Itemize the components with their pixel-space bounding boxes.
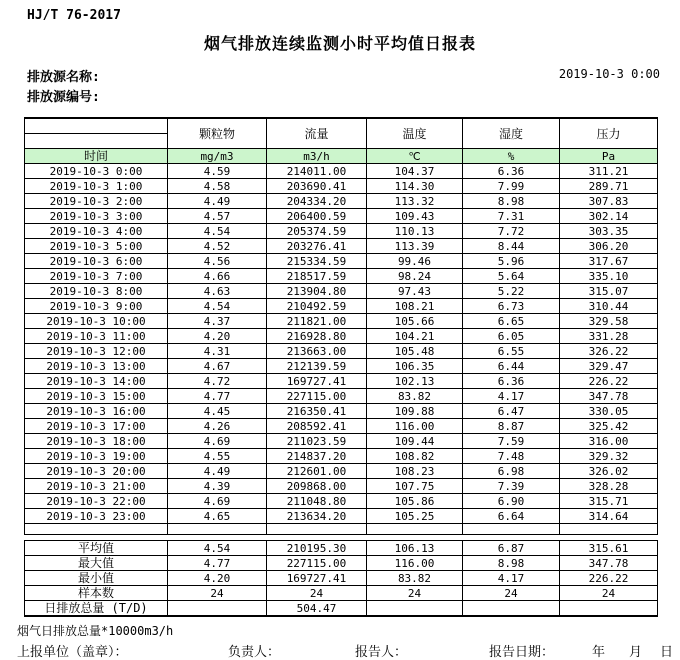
value-cell: 218517.59	[267, 269, 367, 284]
time-cell: 2019-10-3 13:00	[25, 359, 168, 374]
time-cell: 2019-10-3 6:00	[25, 254, 168, 269]
summary-table	[24, 540, 658, 617]
summary-row	[25, 541, 658, 556]
table-row	[25, 389, 658, 404]
value-cell: 8.98	[463, 556, 560, 571]
value-cell: 4.45	[168, 404, 267, 419]
value-cell: 4.26	[168, 419, 267, 434]
report-table-area	[24, 117, 658, 617]
value-cell: 4.67	[168, 359, 267, 374]
value-cell: 98.24	[367, 269, 463, 284]
value-cell: 6.44	[463, 359, 560, 374]
table-row	[25, 419, 658, 434]
table-row	[25, 194, 658, 209]
value-cell: 83.82	[367, 571, 463, 586]
value-cell: 306.20	[560, 239, 658, 254]
value-cell: 208592.41	[267, 419, 367, 434]
value-cell: 307.83	[560, 194, 658, 209]
value-cell: 4.37	[168, 314, 267, 329]
value-cell: 504.47	[267, 601, 367, 617]
value-cell: 329.58	[560, 314, 658, 329]
value-cell: 6.47	[463, 404, 560, 419]
time-cell: 2019-10-3 7:00	[25, 269, 168, 284]
value-cell: 6.90	[463, 494, 560, 509]
table-row	[25, 344, 658, 359]
unit-humidity: %	[463, 149, 560, 164]
value-cell: 310.44	[560, 299, 658, 314]
value-cell: 4.69	[168, 494, 267, 509]
month-label: 月	[629, 645, 643, 660]
value-cell: 6.65	[463, 314, 560, 329]
value-cell: 169727.41	[267, 374, 367, 389]
table-row	[25, 449, 658, 464]
value-cell: 24	[267, 586, 367, 601]
time-header-top-cell	[25, 118, 168, 134]
value-cell: 329.32	[560, 449, 658, 464]
signature-line	[0, 641, 680, 659]
value-cell: 211023.59	[267, 434, 367, 449]
empty-row	[25, 524, 658, 535]
value-cell: 7.59	[463, 434, 560, 449]
value-cell: 210492.59	[267, 299, 367, 314]
value-cell: 105.25	[367, 509, 463, 524]
time-header-bottom-cell	[25, 134, 168, 149]
summary-label-cell: 日排放总量 (T/D)	[25, 601, 168, 617]
reporter-label: 报告人：	[355, 645, 408, 660]
summary-label-cell: 最大值	[25, 556, 168, 571]
value-cell: 214837.20	[267, 449, 367, 464]
value-cell: 7.39	[463, 479, 560, 494]
time-cell: 2019-10-3 11:00	[25, 329, 168, 344]
value-cell: 24	[168, 586, 267, 601]
value-cell: 5.22	[463, 284, 560, 299]
unit-pm: mg/m3	[168, 149, 267, 164]
value-cell: 330.05	[560, 404, 658, 419]
summary-label-cell: 平均值	[25, 541, 168, 556]
value-cell	[463, 524, 560, 535]
value-cell: 6.73	[463, 299, 560, 314]
unit-flow: m3/h	[267, 149, 367, 164]
table-row	[25, 179, 658, 194]
source-id-label: 排放源编号:	[27, 90, 100, 105]
value-cell	[267, 524, 367, 535]
value-cell: 4.31	[168, 344, 267, 359]
table-row	[25, 494, 658, 509]
value-cell: 108.82	[367, 449, 463, 464]
value-cell: 4.56	[168, 254, 267, 269]
value-cell: 114.30	[367, 179, 463, 194]
unit-pressure: Pa	[560, 149, 658, 164]
value-cell: 213663.00	[267, 344, 367, 359]
table-row	[25, 164, 658, 179]
summary-row	[25, 601, 658, 617]
time-cell: 2019-10-3 23:00	[25, 509, 168, 524]
time-cell: 2019-10-3 3:00	[25, 209, 168, 224]
value-cell: 97.43	[367, 284, 463, 299]
page-title: 烟气排放连续监测小时平均值日报表	[203, 34, 476, 53]
value-cell: 106.35	[367, 359, 463, 374]
col-header-humidity: 湿度	[463, 118, 560, 149]
value-cell: 105.86	[367, 494, 463, 509]
value-cell: 5.64	[463, 269, 560, 284]
time-cell: 2019-10-3 17:00	[25, 419, 168, 434]
report-unit-label: 上报单位（盖章）：	[17, 645, 128, 660]
time-cell: 2019-10-3 22:00	[25, 494, 168, 509]
col-header-pressure: 压力	[560, 118, 658, 149]
report-table	[24, 117, 658, 535]
value-cell: 209868.00	[267, 479, 367, 494]
report-datetime: 2019-10-3 0:00	[558, 67, 660, 81]
value-cell: 106.13	[367, 541, 463, 556]
summary-row	[25, 571, 658, 586]
value-cell: 6.55	[463, 344, 560, 359]
source-name-label: 排放源名称:	[27, 70, 100, 85]
value-cell: 105.48	[367, 344, 463, 359]
table-row	[25, 509, 658, 524]
value-cell: 328.28	[560, 479, 658, 494]
value-cell	[367, 524, 463, 535]
table-row	[25, 239, 658, 254]
responsible-label: 负责人：	[228, 645, 281, 660]
summary-label-cell: 样本数	[25, 586, 168, 601]
year-label: 年	[592, 645, 606, 660]
time-header-label: 时间	[25, 149, 168, 164]
value-cell: 347.78	[560, 556, 658, 571]
value-cell: 335.10	[560, 269, 658, 284]
summary-row	[25, 556, 658, 571]
value-cell: 315.07	[560, 284, 658, 299]
value-cell: 4.77	[168, 556, 267, 571]
value-cell: 4.39	[168, 479, 267, 494]
value-cell: 7.31	[463, 209, 560, 224]
value-cell: 4.52	[168, 239, 267, 254]
value-cell: 347.78	[560, 389, 658, 404]
table-row	[25, 224, 658, 239]
value-cell: 4.20	[168, 329, 267, 344]
data-rows	[25, 164, 658, 535]
time-cell: 2019-10-3 8:00	[25, 284, 168, 299]
pollutant-header-row	[25, 118, 658, 134]
value-cell: 203276.41	[267, 239, 367, 254]
value-cell: 302.14	[560, 209, 658, 224]
time-cell: 2019-10-3 12:00	[25, 344, 168, 359]
value-cell: 104.21	[367, 329, 463, 344]
time-cell: 2019-10-3 19:00	[25, 449, 168, 464]
value-cell: 289.71	[560, 179, 658, 194]
unit-temperature: ℃	[367, 149, 463, 164]
value-cell: 326.02	[560, 464, 658, 479]
value-cell: 316.00	[560, 434, 658, 449]
value-cell: 108.23	[367, 464, 463, 479]
value-cell: 4.69	[168, 434, 267, 449]
time-cell: 2019-10-3 21:00	[25, 479, 168, 494]
empty-cell	[25, 524, 168, 535]
value-cell: 24	[367, 586, 463, 601]
time-cell: 2019-10-3 16:00	[25, 404, 168, 419]
value-cell: 4.20	[168, 571, 267, 586]
value-cell: 6.36	[463, 164, 560, 179]
value-cell	[367, 601, 463, 617]
value-cell: 227115.00	[267, 556, 367, 571]
value-cell: 205374.59	[267, 224, 367, 239]
value-cell: 83.82	[367, 389, 463, 404]
time-cell: 2019-10-3 5:00	[25, 239, 168, 254]
standard-number: HJ/T 76-2017	[27, 8, 121, 23]
unit-row	[25, 149, 658, 164]
table-row	[25, 404, 658, 419]
value-cell: 212601.00	[267, 464, 367, 479]
time-cell: 2019-10-3 15:00	[25, 389, 168, 404]
value-cell: 211048.80	[267, 494, 367, 509]
value-cell: 24	[560, 586, 658, 601]
value-cell: 113.39	[367, 239, 463, 254]
value-cell: 4.66	[168, 269, 267, 284]
value-cell: 102.13	[367, 374, 463, 389]
value-cell: 113.32	[367, 194, 463, 209]
table-row	[25, 329, 658, 344]
value-cell: 6.36	[463, 374, 560, 389]
col-header-flow: 流量	[267, 118, 367, 149]
value-cell: 4.57	[168, 209, 267, 224]
value-cell: 315.61	[560, 541, 658, 556]
value-cell: 315.71	[560, 494, 658, 509]
table-row	[25, 434, 658, 449]
value-cell: 216350.41	[267, 404, 367, 419]
value-cell: 4.72	[168, 374, 267, 389]
value-cell: 4.49	[168, 194, 267, 209]
time-cell: 2019-10-3 0:00	[25, 164, 168, 179]
value-cell: 7.99	[463, 179, 560, 194]
value-cell: 215334.59	[267, 254, 367, 269]
table-row	[25, 209, 658, 224]
value-cell: 326.22	[560, 344, 658, 359]
value-cell: 4.17	[463, 571, 560, 586]
value-cell: 4.63	[168, 284, 267, 299]
value-cell: 4.54	[168, 299, 267, 314]
time-cell: 2019-10-3 2:00	[25, 194, 168, 209]
value-cell: 8.44	[463, 239, 560, 254]
value-cell: 6.87	[463, 541, 560, 556]
time-cell: 2019-10-3 9:00	[25, 299, 168, 314]
value-cell: 331.28	[560, 329, 658, 344]
value-cell: 325.42	[560, 419, 658, 434]
table-row	[25, 359, 658, 374]
value-cell: 212139.59	[267, 359, 367, 374]
value-cell: 6.98	[463, 464, 560, 479]
value-cell: 6.64	[463, 509, 560, 524]
day-label: 日	[660, 645, 674, 660]
value-cell	[560, 601, 658, 617]
value-cell: 4.54	[168, 224, 267, 239]
value-cell: 213634.20	[267, 509, 367, 524]
summary-row	[25, 586, 658, 601]
time-cell: 2019-10-3 4:00	[25, 224, 168, 239]
time-cell: 2019-10-3 18:00	[25, 434, 168, 449]
value-cell: 4.49	[168, 464, 267, 479]
table-row	[25, 464, 658, 479]
summary-label-cell: 最小值	[25, 571, 168, 586]
value-cell: 7.48	[463, 449, 560, 464]
table-row	[25, 314, 658, 329]
value-cell: 204334.20	[267, 194, 367, 209]
value-cell: 227115.00	[267, 389, 367, 404]
value-cell: 24	[463, 586, 560, 601]
value-cell: 6.05	[463, 329, 560, 344]
value-cell: 314.64	[560, 509, 658, 524]
value-cell: 5.96	[463, 254, 560, 269]
value-cell: 4.65	[168, 509, 267, 524]
value-cell: 8.87	[463, 419, 560, 434]
value-cell: 109.88	[367, 404, 463, 419]
table-row	[25, 374, 658, 389]
col-header-pm: 颗粒物	[168, 118, 267, 149]
value-cell	[168, 524, 267, 535]
time-cell: 2019-10-3 20:00	[25, 464, 168, 479]
value-cell: 4.55	[168, 449, 267, 464]
value-cell: 116.00	[367, 556, 463, 571]
time-cell: 2019-10-3 1:00	[25, 179, 168, 194]
value-cell: 210195.30	[267, 541, 367, 556]
value-cell: 104.37	[367, 164, 463, 179]
report-date-label: 报告日期：	[489, 645, 555, 660]
value-cell: 213904.80	[267, 284, 367, 299]
value-cell	[560, 524, 658, 535]
value-cell: 226.22	[560, 571, 658, 586]
value-cell: 107.75	[367, 479, 463, 494]
value-cell: 226.22	[560, 374, 658, 389]
total-emission-note: 烟气日排放总量*10000m3/h	[17, 624, 174, 638]
value-cell: 116.00	[367, 419, 463, 434]
value-cell: 311.21	[560, 164, 658, 179]
value-cell: 105.66	[367, 314, 463, 329]
value-cell: 303.35	[560, 224, 658, 239]
value-cell: 214011.00	[267, 164, 367, 179]
table-row	[25, 254, 658, 269]
value-cell: 4.77	[168, 389, 267, 404]
summary-rows	[25, 541, 658, 617]
value-cell: 8.98	[463, 194, 560, 209]
value-cell: 216928.80	[267, 329, 367, 344]
table-row	[25, 479, 658, 494]
value-cell: 169727.41	[267, 571, 367, 586]
col-header-temperature: 温度	[367, 118, 463, 149]
value-cell: 329.47	[560, 359, 658, 374]
value-cell: 317.67	[560, 254, 658, 269]
table-row	[25, 299, 658, 314]
time-cell: 2019-10-3 10:00	[25, 314, 168, 329]
value-cell: 108.21	[367, 299, 463, 314]
value-cell: 7.72	[463, 224, 560, 239]
value-cell: 4.58	[168, 179, 267, 194]
value-cell: 211821.00	[267, 314, 367, 329]
value-cell: 4.17	[463, 389, 560, 404]
value-cell: 4.59	[168, 164, 267, 179]
value-cell: 109.44	[367, 434, 463, 449]
value-cell: 203690.41	[267, 179, 367, 194]
value-cell: 4.54	[168, 541, 267, 556]
time-cell: 2019-10-3 14:00	[25, 374, 168, 389]
table-row	[25, 284, 658, 299]
value-cell: 99.46	[367, 254, 463, 269]
value-cell: 206400.59	[267, 209, 367, 224]
value-cell	[168, 601, 267, 617]
table-row	[25, 269, 658, 284]
value-cell: 110.13	[367, 224, 463, 239]
value-cell: 109.43	[367, 209, 463, 224]
value-cell	[463, 601, 560, 617]
